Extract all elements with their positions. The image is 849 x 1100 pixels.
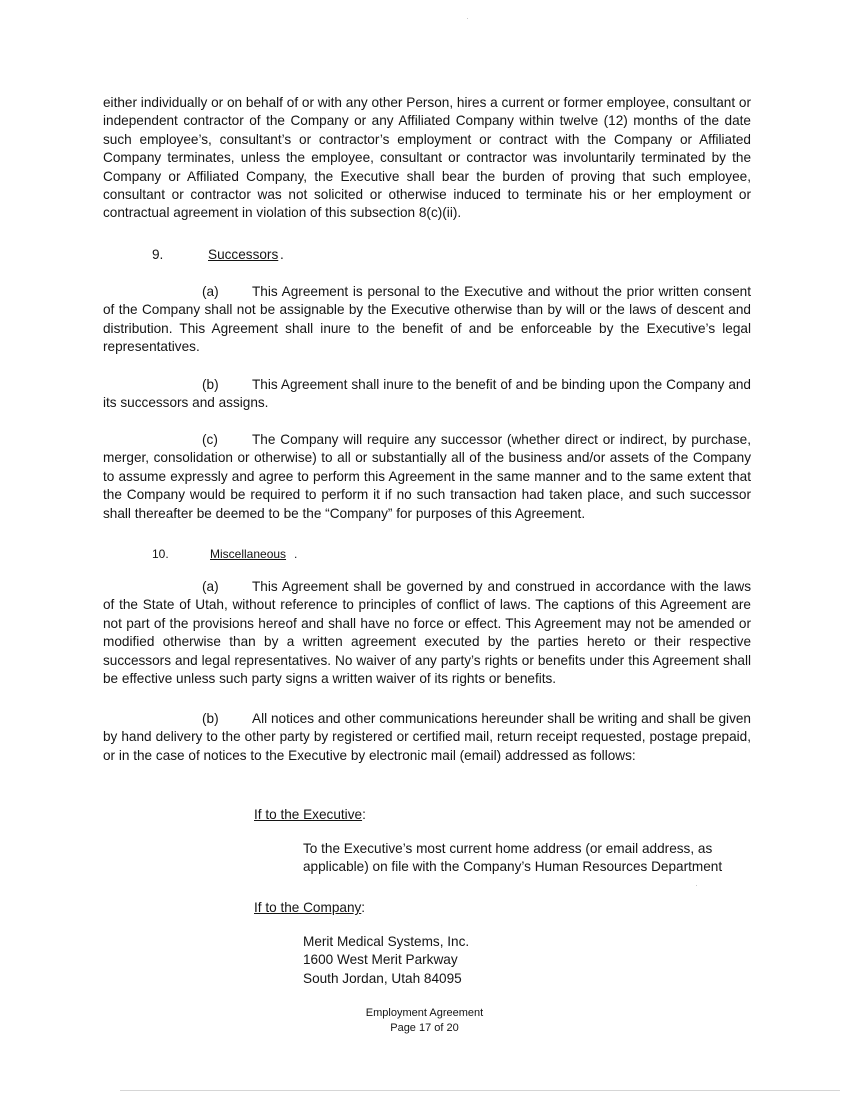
section-9-number: 9. [152, 247, 164, 262]
footer-document-title: Employment Agreement [365, 1007, 484, 1019]
notice-executive-heading [254, 806, 366, 824]
section-9c-label: (c) [202, 432, 218, 447]
section-10a-text: This Agreement shall be governed by and construed in accordance with the laws of the State of Utah, without reference to principles of conflict of laws. The captions of this Agreement are not part of the provisions hereof and shall have no force or effect. This Agreement may not be amended or modified otherwise than by a written agreement executed by the parties hereto or their respective successors and legal representatives. No waiver of any party’s rights or benefits under this Agreement shall be effective unless such party signs a written waiver of its rights or benefits. [103, 579, 751, 687]
section-10-title: Miscellaneous [210, 547, 287, 561]
company-street: 1600 West Merit Parkway [303, 952, 458, 968]
notice-executive-line2: applicable) on file with the Company’s Human Resources Department [303, 859, 723, 875]
section-10b-paragraph [103, 710, 751, 765]
section-9-title: Successors [208, 247, 279, 262]
section-9a-paragraph [103, 283, 751, 357]
company-name: Merit Medical Systems, Inc. [303, 934, 470, 949]
page-footer [0, 1006, 849, 1036]
footer-page-number: Page 17 of 20 [390, 1022, 459, 1034]
scan-speck [696, 885, 697, 886]
section-9b-label: (b) [202, 377, 219, 392]
notice-company-heading [254, 899, 365, 917]
notice-company-colon: : [361, 900, 366, 915]
section-10a-paragraph [103, 578, 751, 688]
section-10b-text: All notices and other communications hereunder shall be writing and shall be given by hand delivery to the other party by registered or certified mail, return receipt requested, postage prepaid, or in the case of notices to the Executive by electronic mail (email) addressed as follows: [103, 711, 751, 763]
notice-company-address [303, 933, 469, 988]
notice-executive-colon: : [362, 807, 366, 822]
company-city-state-zip: South Jordan, Utah 84095 [303, 970, 462, 986]
notice-company-label: If to the Company [254, 900, 362, 915]
section-9c-text: The Company will require any successor (whether direct or indirect, by purchase, merger, consolidation or otherwise) to all or substantially all of the business and/or assets of the Company to assume expressly and agree to perform this Agreement in the same manner and to the same extent that the Company would be required to perform it if no such transaction had taken place, and such successor shall thereafter be deemed to be the “Company” for purposes of this Agreement. [103, 432, 751, 521]
section-9-title-punct: . [280, 247, 284, 262]
section-9b-paragraph [103, 376, 751, 413]
scan-speck [467, 18, 468, 19]
scan-artifact-line [120, 1090, 840, 1091]
section-9c-paragraph [103, 431, 751, 523]
notice-executive-line1: To the Executive’s most current home address (or email address, as [303, 841, 713, 856]
section-10a-label: (a) [202, 579, 219, 594]
section-9a-label: (a) [202, 284, 219, 299]
section-10-number: 10. [152, 547, 169, 561]
notice-executive-address [303, 840, 722, 877]
section-10-title-punct: . [294, 547, 298, 561]
notice-executive-label: If to the Executive [254, 807, 363, 822]
section-9a-text: This Agreement is personal to the Executive and without the prior written consent of the Company shall not be assignable by the Executive otherwise than by will or the laws of descent and distribution. This Agreement shall inure to the benefit of and be enforceable by the Executive’s legal representatives. [103, 284, 751, 355]
section-10b-label: (b) [202, 711, 219, 726]
section-9b-text: This Agreement shall inure to the benefit of and be binding upon the Company and its successors and assigns. [103, 377, 751, 411]
continuation-paragraph: either individually or on behalf of or with any other Person, hires a current or former employee, consultant or independent contractor of the Company or any Affiliated Company within twelve (12) months of the date such employee’s, consultant’s or contractor’s employment or contract with the Company or Affiliated Company terminates, unless the employee, consultant or contractor was involuntarily terminated by the Company or Affiliated Company, the Executive shall bear the burden of proving that such employee, consultant or contractor was not solicited or otherwise induced to terminate his or her employment or contractual agreement in violation of this subsection 8(c)(ii). [103, 95, 751, 221]
